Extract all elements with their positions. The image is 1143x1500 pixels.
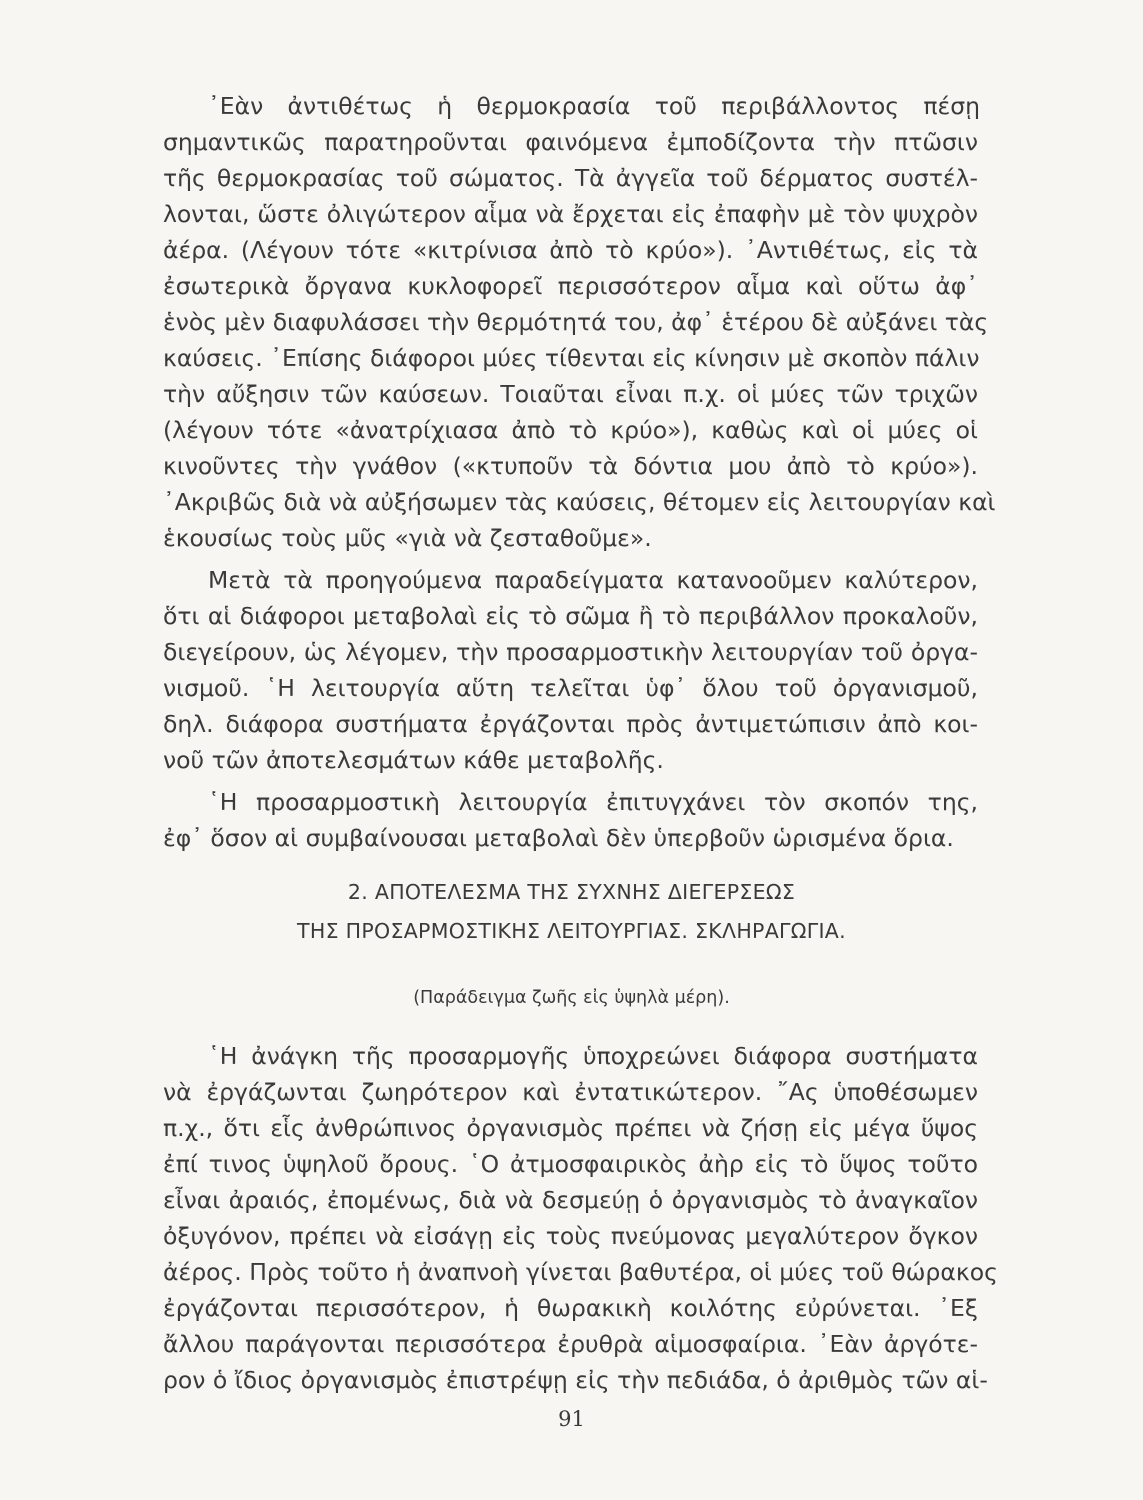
text-line: καύσεις. ᾽Επίσης διάφοροι μύες τίθενται εἰς κίνησιν μὲ σκοπὸν πάλιν xyxy=(163,344,980,372)
section-subtitle: (Παράδειγμα ζωῆς εἰς ὑψηλὰ μέρη). xyxy=(413,988,730,1008)
text-line: διεγείρουν, ὡς λέγομεν, τὴν προσαρμοστικὴν λειτουργίαν τοῦ ὀργα- xyxy=(163,638,978,666)
text-line: κινοῦντες τὴν γνάθον («κτυποῦν τὰ δόντια μου ἀπὸ τὸ κρύο»). xyxy=(163,452,978,480)
text-line: νοῦ τῶν ἀποτελεσμάτων κάθε μεταβολῆς. xyxy=(163,746,664,774)
text-line: εἶναι ἀραιός, ἐπομένως, διὰ νὰ δεσμεύῃ ὁ ὀργανισμὸς τὸ ἀναγκαῖον xyxy=(163,1186,978,1214)
text-line: σημαντικῶς παρατηροῦνται φαινόμενα ἐμποδίζοντα τὴν πτῶσιν xyxy=(163,128,978,156)
text-line: (λέγουν τότε «ἀνατρίχιασα ἀπὸ τὸ κρύο»), καθὼς καὶ οἱ μύες οἱ xyxy=(163,416,978,444)
text-line: ἑκουσίως τοὺς μῦς «γιὰ νὰ ζεσταθοῦμε». xyxy=(163,524,652,552)
section-heading-line-2: ΤΗΣ ΠΡΟΣΑΡΜΟΣΤΙΚΗΣ ΛΕΙΤΟΥΡΓΙΑΣ. ΣΚΛΗΡΑΓΩΓΙΑ. xyxy=(297,919,846,943)
text-line: τῆς θερμοκρασίας τοῦ σώματος. Τὰ ἀγγεῖα τοῦ δέρματος συστέλ- xyxy=(163,164,978,192)
text-line: Μετὰ τὰ προηγούμενα παραδείγματα κατανοοῦμεν καλύτερον, xyxy=(208,566,978,594)
text-line: ἐπί τινος ὑψηλοῦ ὄρους. ῾Ο ἀτμοσφαιρικὸς ἀὴρ εἰς τὸ ὕψος τοῦτο xyxy=(163,1150,978,1178)
text-line: ἄλλου παράγονται περισσότερα ἐρυθρὰ αἱμοσφαίρια. ᾽Εὰν ἀργότε- xyxy=(163,1330,978,1358)
text-line: π.χ., ὅτι εἷς ἀνθρώπινος ὀργανισμὸς πρέπει νὰ ζήσῃ εἰς μέγα ὕψος xyxy=(163,1114,978,1142)
page-number: 91 xyxy=(558,1407,585,1431)
text-line: λονται, ὥστε ὀλιγώτερον αἷμα νὰ ἔρχεται εἰς ἐπαφὴν μὲ τὸν ψυχρὸν xyxy=(163,200,978,228)
section-heading-line-1: 2. ΑΠΟΤΕΛΕΣΜΑ ΤΗΣ ΣΥΧΝΗΣ ΔΙΕΓΕΡΣΕΩΣ xyxy=(347,880,796,904)
text-line: νὰ ἐργάζωνται ζωηρότερον καὶ ἐντατικώτερον. ῎Ας ὑποθέσωμεν xyxy=(163,1078,978,1106)
text-line: ἀέρα. (Λέγουν τότε «κιτρίνισα ἀπὸ τὸ κρύο»). ᾽Αντιθέτως, εἰς τὰ xyxy=(163,236,978,264)
text-line: ῾Η προσαρμοστικὴ λειτουργία ἐπιτυγχάνει τὸν σκοπόν της, xyxy=(208,788,978,816)
text-line: δηλ. διάφορα συστήματα ἐργάζονται πρὸς ἀντιμετώπισιν ἀπὸ κοι- xyxy=(163,710,978,738)
text-line: ἐσωτερικὰ ὄργανα κυκλοφορεῖ περισσότερον αἷμα καὶ οὕτω ἀφ᾽ xyxy=(163,272,978,300)
text-line: ᾽Ακριβῶς διὰ νὰ αὐξήσωμεν τὰς καύσεις, θέτομεν εἰς λειτουργίαν καὶ xyxy=(163,488,996,516)
text-line: νισμοῦ. ῾Η λειτουργία αὕτη τελεῖται ὑφ᾽ ὅλου τοῦ ὀργανισμοῦ, xyxy=(163,674,978,702)
text-line: τὴν αὔξησιν τῶν καύσεων. Τοιαῦται εἶναι π.χ. οἱ μύες τῶν τριχῶν xyxy=(163,380,978,408)
text-line: ῾Η ἀνάγκη τῆς προσαρμογῆς ὑποχρεώνει διάφορα συστήματα xyxy=(208,1042,978,1070)
text-line: ἑνὸς μὲν διαφυλάσσει τὴν θερμότητά του, ἀφ᾽ ἑτέρου δὲ αὐξάνει τὰς xyxy=(163,308,989,336)
text-line: ἐργάζονται περισσότερον, ἡ θωρακικὴ κοιλότης εὐρύνεται. ᾽Εξ xyxy=(163,1294,978,1322)
text-line: ὅτι αἱ διάφοροι μεταβολαὶ εἰς τὸ σῶμα ἢ τὸ περιβάλλον προκαλοῦν, xyxy=(163,602,978,630)
text-line: ᾽Εὰν ἀντιθέτως ἡ θερμοκρασία τοῦ περιβάλλοντος πέσῃ xyxy=(208,92,980,120)
text-line: ἀέρος. Πρὸς τοῦτο ἡ ἀναπνοὴ γίνεται βαθυτέρα, οἱ μύες τοῦ θώρακος xyxy=(163,1258,998,1286)
text-line: ρον ὁ ἴδιος ὀργανισμὸς ἐπιστρέψῃ εἰς τὴν πεδιάδα, ὁ ἀριθμὸς τῶν αἱ- xyxy=(163,1366,988,1394)
text-line: ὀξυγόνον, πρέπει νὰ εἰσάγῃ εἰς τοὺς πνεύμονας μεγαλύτερον ὄγκον xyxy=(163,1222,978,1250)
text-line: ἐφ᾽ ὅσον αἱ συμβαίνουσαι μεταβολαὶ δὲν ὑπερβοῦν ὡρισμένα ὅρια. xyxy=(163,824,954,852)
